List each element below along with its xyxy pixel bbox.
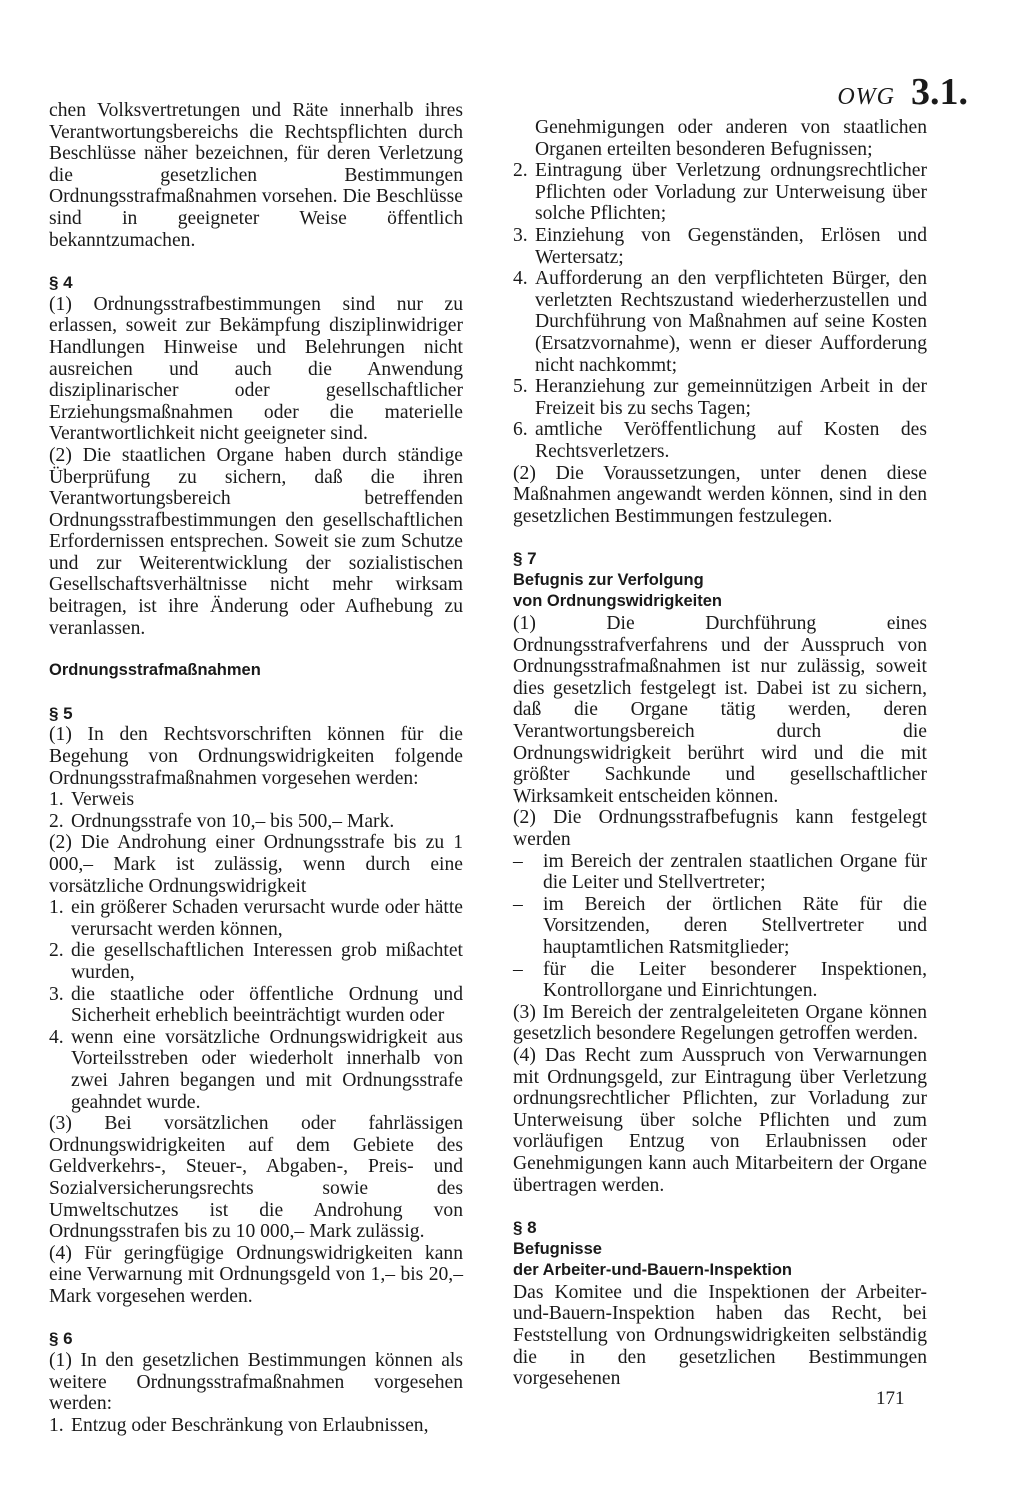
paragraph: (1) In den gesetzlichen Bestimmungen können als weitere Ordnungsstrafmaßnahmen vorgesehen werden: [49, 1350, 463, 1415]
page-number: 171 [876, 1388, 905, 1409]
section-heading: § 7 [513, 549, 537, 569]
right-column [513, 117, 927, 1390]
section-title: Befugnis zur Verfolgung [513, 570, 704, 589]
list [49, 897, 463, 1113]
paragraph: (2) Die Androhung einer Ordnungsstrafe bis zu 1 000,– Mark ist zulässig, wenn durch eine vorsätzliche Ordnungswidrigkeit [49, 832, 463, 897]
list-item [49, 940, 463, 983]
law-code: OWG [837, 84, 895, 110]
paragraph: Das Komitee und die Inspektionen der Arbeiter- und-Bauern-Inspektion haben das Recht, bei Feststellung von Ordnungswidrigkeiten selbständig die in den gesetzlichen Bestimmungen vorgesehenen [513, 1281, 927, 1390]
list-marker: 2. [49, 810, 64, 832]
paragraph: (2) Die Ordnungsstrafbefugnis kann festgelegt werden [513, 807, 927, 850]
list-item [513, 894, 927, 959]
list-text: Ordnungsstrafe von 10,– bis 500,– Mark. [71, 810, 395, 832]
list-text: Aufforderung an den verpflichteten Bürger, den verletzten Rechtszustand wiederherzustellen und Durchführung von Maßnahmen auf seine Kosten (Ersatzvornahme), wenn er dieser Aufforderung nicht nachkommt; [535, 268, 927, 376]
list-marker: 2. [513, 160, 528, 182]
list-marker: 1. [49, 897, 64, 919]
list-item [513, 376, 927, 419]
list-text: Entzug oder Beschränkung von Erlaubnissen, [71, 1414, 429, 1436]
list-text: Eintragung über Verletzung ordnungsrechtlicher Pflichten oder Vorladung zur Unterweisung über solche Pflichten; [535, 160, 927, 225]
list-marker: 3. [513, 224, 528, 246]
paragraph: (4) Das Recht zum Ausspruch von Verwarnungen mit Ordnungsgeld, zur Eintragung über Verletzung ordnungsrechtlicher Pflichten, zur Vorladung zur Unterweisung über solche Pflichten und zum vorläufigen Entzug von Erlaubnissen oder Genehmigungen kann auch Mitarbeitern der Organe übertragen werden. [513, 1044, 927, 1196]
list [513, 117, 927, 463]
list-text: Einziehung von Gegenständen, Erlösen und Wertersatz; [535, 224, 927, 268]
section-heading: § 5 [49, 703, 73, 723]
list-text: im Bereich der örtlichen Räte für die Vorsitzenden, deren Stellvertreter und hauptamtlichen Ratsmitglieder; [543, 893, 927, 958]
list-item [49, 811, 463, 833]
paragraph: (3) Im Bereich der zentralgeleiteten Organe können gesetzlich besondere Regelungen getroffen werden. [513, 1001, 927, 1045]
list-marker: 4. [49, 1026, 64, 1048]
section-heading: § 4 [49, 273, 73, 293]
paragraph: (2) Die staatlichen Organe haben durch ständige Überprüfung zu sichern, daß die ihren Verantwortungsbereich betreffenden Ordnungsstrafbestimmungen den gesellschaftlichen Erfordernissen entsprechen. Soweit sie zum Schutze und zur Weiterentwicklung der sozialistischen Gesellschaftsverhältnisse nicht mehr wirksam beitragen, ist ihre Änderung oder Aufhebung zu veranlassen. [49, 444, 463, 639]
section-title: von Ordnungswidrigkeiten [513, 592, 723, 611]
section-title: Befugnisse [513, 1239, 602, 1258]
list-text: amtliche Veröffentlichung auf Kosten des Rechtsverletzers. [535, 419, 927, 462]
list [49, 789, 463, 832]
list-item [513, 225, 927, 268]
list-item [49, 984, 463, 1027]
list-text: Verweis [71, 789, 135, 811]
list-text: wenn eine vorsätzliche Ordnungswidrigkeit aus Vorteilsstreben oder wiederholt innerhalb von zwei Jahren begangen und mit Ordnungsstrafe geahndet wurde. [71, 1026, 463, 1113]
list-marker: 3. [49, 983, 64, 1005]
list-item [49, 1027, 463, 1113]
list-marker: 2. [49, 940, 64, 962]
list-marker: – [513, 958, 523, 980]
paragraph: (1) Ordnungsstrafbestimmungen sind nur zu erlassen, soweit zur Bekämpfung disziplinwidriger Handlungen Hinweise und Belehrungen nicht ausreichen und auch die Anwendung disziplinarischer oder gesellschaftlicher Erziehungsmaßnahmen oder die materielle Verantwortlichkeit nicht geeigneter sind. [49, 293, 463, 445]
list-marker: 4. [513, 268, 528, 290]
list-item [49, 897, 463, 940]
list-item [513, 117, 927, 160]
section-heading: § 8 [513, 1218, 537, 1238]
paragraph: (2) Die Voraussetzungen, unter denen diese Maßnahmen angewandt werden können, sind in den gesetzlichen Bestimmungen festzulegen. [513, 462, 927, 527]
dash-list [513, 851, 927, 1002]
paragraph: (3) Bei vorsätzlichen oder fahrlässigen Ordnungswidrigkeiten auf dem Gebiete des Geldverkehrs-, Steuer-, Abgaben-, Preis- und Sozialversicherungsrechts sowie des Umweltschutzes ist die Androhung von Ordnungsstrafen bis zu 10 000,– Mark zulässig. [49, 1113, 463, 1243]
list-text: die staatliche oder öffentliche Ordnung und Sicherheit erheblich beeinträchtigt wurden oder [71, 983, 463, 1027]
list-text: ein größerer Schaden verursacht wurde oder hätte verursacht werden können, [71, 897, 463, 940]
list-marker: 1. [49, 1414, 64, 1436]
left-column [49, 100, 463, 1436]
list-item [49, 1415, 463, 1437]
list-marker: 1. [49, 789, 64, 811]
list-item [513, 851, 927, 894]
list-item [513, 160, 927, 225]
list-text: die gesellschaftlichen Interessen grob mißachtet wurden, [71, 940, 463, 983]
paragraph: (1) Die Durchführung eines Ordnungsstrafverfahrens und der Ausspruch von Ordnungsstrafmaßnahmen ist nur zulässig, soweit dies gesetzlich festgelegt ist. Dabei ist zu sichern, daß die Organe tätig werden, deren Verantwortungsbereich durch die Ordnungswidrigkeit berührt wird und die mit größter Sachkunde und gesellschaftlicher Wirksamkeit entscheiden können. [513, 613, 927, 807]
running-header [837, 70, 968, 114]
section-heading: § 6 [49, 1329, 73, 1349]
list-text: Genehmigungen oder anderen von staatlichen Organen erteilten besonderen Befugnissen; [535, 117, 927, 160]
list [49, 1415, 463, 1437]
list-marker: 6. [513, 419, 528, 441]
subtitle: Ordnungsstrafmaßnahmen [49, 661, 261, 680]
list-item [513, 419, 927, 462]
list-text: Heranziehung zur gemeinnützigen Arbeit in der Freizeit bis zu sechs Tagen; [535, 376, 927, 419]
section-number: 3.1. [911, 71, 968, 113]
list-marker: – [513, 893, 523, 915]
list-marker: – [513, 850, 523, 872]
list-marker: 5. [513, 376, 528, 398]
list-item [513, 959, 927, 1002]
list-text: im Bereich der zentralen staatlichen Organe für die Leiter und Stellvertreter; [543, 850, 927, 894]
paragraph: (4) Für geringfügige Ordnungswidrigkeiten kann eine Verwarnung mit Ordnungsgeld von 1,– bis 20,– Mark vorgesehen werden. [49, 1242, 463, 1307]
list-item [49, 789, 463, 811]
paragraph: (1) In den Rechtsvorschriften können für die Begehung von Ordnungswidrigkeiten folgende Ordnungsstrafmaßnahmen vorgesehen werden: [49, 724, 463, 789]
paragraph: chen Volksvertretungen und Räte innerhalb ihres Verantwortungsbereichs die Rechtspflichten durch Beschlüsse näher bezeichnen, für deren Verletzung die gesetzlichen Bestimmungen Ordnungsstrafmaßnahmen vorsehen. Die Beschlüsse sind in geeigneter Weise öffentlich bekanntzumachen. [49, 100, 463, 251]
list-text: für die Leiter besonderer Inspektionen, Kontrollorgane und Einrichtungen. [543, 958, 927, 1002]
section-title: der Arbeiter-und-Bauern-Inspektion [513, 1261, 792, 1280]
list-item [513, 268, 927, 376]
